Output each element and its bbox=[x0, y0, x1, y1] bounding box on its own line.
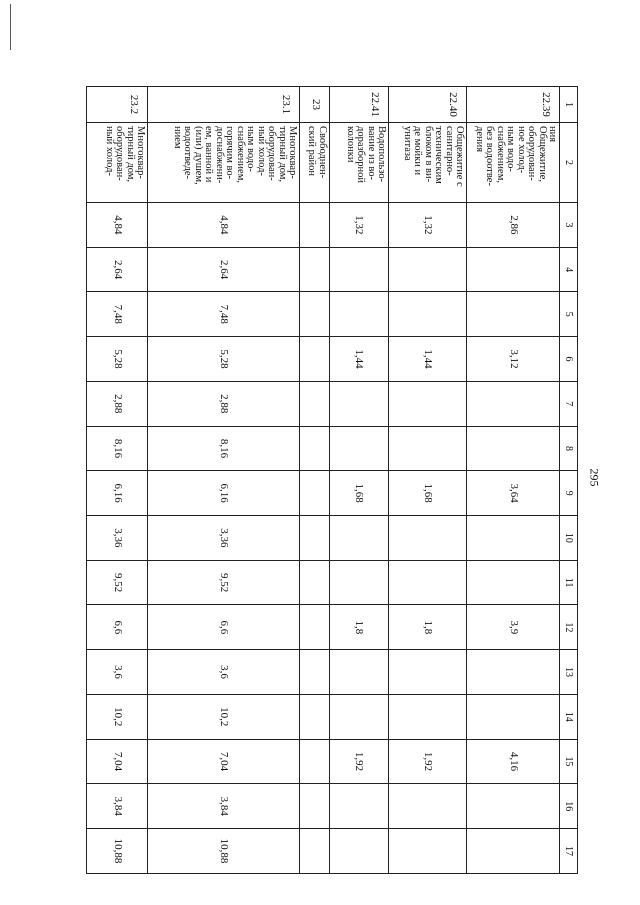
value-cell: 7,04 bbox=[148, 739, 300, 784]
column-header-4: 4 bbox=[560, 247, 578, 292]
table-body bbox=[87, 87, 578, 874]
value-cell bbox=[329, 292, 388, 337]
value-cell bbox=[329, 650, 388, 695]
value-cell: 1,32 bbox=[389, 203, 467, 248]
value-cell bbox=[329, 247, 388, 292]
column-header-11: 11 bbox=[560, 560, 578, 605]
rotated-table-content bbox=[86, 86, 578, 874]
description-line: доснабжени- bbox=[213, 126, 225, 184]
value-cell bbox=[329, 426, 388, 471]
value-cell bbox=[329, 381, 388, 426]
description-line: ным водо- bbox=[505, 126, 517, 172]
value-cell: 7,48 bbox=[148, 292, 300, 337]
column-header-9: 9 bbox=[560, 471, 578, 516]
row-description bbox=[300, 123, 330, 203]
value-cell: 9,52 bbox=[87, 560, 148, 605]
value-cell: 3,84 bbox=[87, 784, 148, 829]
value-cell: 10,88 bbox=[87, 829, 148, 874]
value-cell bbox=[467, 292, 560, 337]
description-line: (или) душем, bbox=[192, 126, 204, 185]
column-header-2: 2 bbox=[560, 123, 578, 203]
value-cell: 4,16 bbox=[467, 739, 560, 784]
description-line: Общежитие, bbox=[536, 126, 548, 183]
value-cell: 1,44 bbox=[329, 337, 388, 382]
row-description bbox=[87, 123, 148, 203]
value-cell: 1,92 bbox=[329, 739, 388, 784]
value-cell bbox=[467, 650, 560, 695]
value-cell: 10,2 bbox=[87, 694, 148, 739]
page-number: 295 bbox=[587, 468, 602, 487]
column-header-10: 10 bbox=[560, 516, 578, 561]
value-cell bbox=[300, 694, 330, 739]
value-cell bbox=[300, 203, 330, 248]
description-line: ния bbox=[547, 126, 559, 143]
description-line: Многоквар- bbox=[135, 126, 147, 179]
description-line: водоотведе- bbox=[182, 126, 194, 180]
description-line: Многоквар- bbox=[287, 126, 299, 179]
value-cell bbox=[389, 381, 467, 426]
table-row bbox=[467, 87, 560, 874]
row-number: 23.2 bbox=[87, 87, 148, 123]
value-cell bbox=[467, 784, 560, 829]
value-cell bbox=[467, 247, 560, 292]
value-cell: 1,32 bbox=[329, 203, 388, 248]
row-number: 23 bbox=[300, 87, 330, 123]
value-cell: 1,44 bbox=[389, 337, 467, 382]
value-cell: 5,28 bbox=[87, 337, 148, 382]
column-header-16: 16 bbox=[560, 784, 578, 829]
value-cell: 1,92 bbox=[389, 739, 467, 784]
description-line: колонки bbox=[344, 126, 356, 163]
value-cell: 1,68 bbox=[329, 471, 388, 516]
value-cell bbox=[300, 381, 330, 426]
value-cell: 4,84 bbox=[87, 203, 148, 248]
description-line: де мойки и bbox=[412, 126, 424, 176]
value-cell: 3,9 bbox=[467, 605, 560, 650]
value-cell bbox=[389, 516, 467, 561]
description-line: снабжением, bbox=[234, 126, 246, 183]
page-edge-line bbox=[10, 4, 11, 50]
value-cell: 7,48 bbox=[87, 292, 148, 337]
row-description bbox=[329, 123, 388, 203]
description-line: горячим во- bbox=[224, 126, 236, 180]
value-cell bbox=[300, 292, 330, 337]
row-number: 22.39 bbox=[467, 87, 560, 123]
value-cell: 4,84 bbox=[148, 203, 300, 248]
description-line: блоком в ви- bbox=[422, 126, 434, 183]
value-cell bbox=[329, 516, 388, 561]
row-number: 22.40 bbox=[389, 87, 467, 123]
description-line: Свободнен- bbox=[316, 126, 328, 179]
value-cell bbox=[389, 560, 467, 605]
column-header-13: 13 bbox=[560, 650, 578, 695]
value-cell bbox=[329, 560, 388, 605]
value-cell bbox=[389, 784, 467, 829]
description-line: ный холод- bbox=[255, 126, 267, 176]
value-cell: 2,88 bbox=[148, 381, 300, 426]
description-line: ский район bbox=[306, 126, 318, 177]
value-cell bbox=[467, 694, 560, 739]
column-header-15: 15 bbox=[560, 739, 578, 784]
description-line: ное холод- bbox=[515, 126, 527, 174]
row-description bbox=[389, 123, 467, 203]
value-cell bbox=[467, 829, 560, 874]
value-cell: 2,64 bbox=[148, 247, 300, 292]
description-line: унитаза bbox=[401, 126, 413, 161]
value-cell bbox=[389, 829, 467, 874]
description-line: Водопользо- bbox=[376, 126, 388, 183]
value-cell: 7,04 bbox=[87, 739, 148, 784]
value-cell: 3,6 bbox=[148, 650, 300, 695]
description-line: ем, ванной и bbox=[203, 126, 215, 183]
description-line: доразборной bbox=[355, 126, 367, 183]
column-header-6: 6 bbox=[560, 337, 578, 382]
description-line: тирный дом, bbox=[124, 126, 136, 183]
value-cell: 3,12 bbox=[467, 337, 560, 382]
value-cell: 3,84 bbox=[148, 784, 300, 829]
value-cell: 2,64 bbox=[87, 247, 148, 292]
value-cell: 10,2 bbox=[148, 694, 300, 739]
value-cell bbox=[300, 605, 330, 650]
column-header-5: 5 bbox=[560, 292, 578, 337]
value-cell: 1,8 bbox=[329, 605, 388, 650]
table-row bbox=[329, 87, 388, 874]
value-cell bbox=[300, 829, 330, 874]
description-line: оборудован- bbox=[526, 126, 538, 181]
value-cell: 3,36 bbox=[148, 516, 300, 561]
value-cell bbox=[300, 784, 330, 829]
value-cell: 6,6 bbox=[87, 605, 148, 650]
column-header-8: 8 bbox=[560, 426, 578, 471]
value-cell bbox=[300, 650, 330, 695]
table-row bbox=[300, 87, 330, 874]
rotated-table-frame bbox=[86, 86, 578, 874]
value-cell: 3,6 bbox=[87, 650, 148, 695]
value-cell bbox=[467, 560, 560, 605]
description-line: дения bbox=[473, 126, 485, 153]
tariff-table bbox=[86, 86, 578, 874]
value-cell: 3,64 bbox=[467, 471, 560, 516]
header-row bbox=[560, 87, 578, 874]
value-cell bbox=[467, 516, 560, 561]
description-line: нием bbox=[171, 126, 183, 149]
value-cell: 8,16 bbox=[148, 426, 300, 471]
description-line: санитарно- bbox=[443, 126, 455, 176]
description-line: ный холод- bbox=[103, 126, 115, 176]
table-row bbox=[148, 87, 300, 874]
description-line: вание из во- bbox=[365, 126, 377, 181]
value-cell bbox=[300, 426, 330, 471]
value-cell: 9,52 bbox=[148, 560, 300, 605]
value-cell bbox=[300, 739, 330, 784]
description-line: снабжением, bbox=[494, 126, 506, 183]
value-cell bbox=[300, 337, 330, 382]
value-cell bbox=[300, 560, 330, 605]
value-cell: 10,88 bbox=[148, 829, 300, 874]
column-header-17: 17 bbox=[560, 829, 578, 874]
description-line: Общежитие с bbox=[454, 126, 466, 187]
row-description bbox=[148, 123, 300, 203]
row-description bbox=[467, 123, 560, 203]
column-header-7: 7 bbox=[560, 381, 578, 426]
row-number: 22.41 bbox=[329, 87, 388, 123]
value-cell: 6,16 bbox=[87, 471, 148, 516]
value-cell bbox=[329, 784, 388, 829]
value-cell: 1,68 bbox=[389, 471, 467, 516]
value-cell bbox=[389, 426, 467, 471]
description-line: техническим bbox=[433, 126, 445, 184]
value-cell bbox=[389, 292, 467, 337]
column-header-12: 12 bbox=[560, 605, 578, 650]
column-header-1: 1 bbox=[560, 87, 578, 123]
table-row bbox=[389, 87, 467, 874]
value-cell: 8,16 bbox=[87, 426, 148, 471]
value-cell bbox=[329, 829, 388, 874]
value-cell bbox=[389, 694, 467, 739]
column-header-3: 3 bbox=[560, 203, 578, 248]
value-cell: 5,28 bbox=[148, 337, 300, 382]
value-cell bbox=[329, 694, 388, 739]
value-cell bbox=[300, 516, 330, 561]
description-line: тирный дом, bbox=[276, 126, 288, 183]
value-cell bbox=[389, 247, 467, 292]
value-cell: 1,8 bbox=[389, 605, 467, 650]
table-row bbox=[87, 87, 148, 874]
description-line: оборудован- bbox=[266, 126, 278, 181]
description-line: оборудован- bbox=[114, 126, 126, 181]
value-cell bbox=[300, 471, 330, 516]
description-line: ным водо- bbox=[245, 126, 257, 172]
row-number: 23.1 bbox=[148, 87, 300, 123]
value-cell: 2,88 bbox=[87, 381, 148, 426]
value-cell: 3,36 bbox=[87, 516, 148, 561]
column-header-14: 14 bbox=[560, 694, 578, 739]
value-cell: 2,86 bbox=[467, 203, 560, 248]
description-line: без водоотве- bbox=[484, 126, 496, 186]
value-cell bbox=[389, 650, 467, 695]
value-cell: 6,16 bbox=[148, 471, 300, 516]
value-cell bbox=[300, 247, 330, 292]
value-cell bbox=[467, 426, 560, 471]
value-cell bbox=[467, 381, 560, 426]
value-cell: 6,6 bbox=[148, 605, 300, 650]
